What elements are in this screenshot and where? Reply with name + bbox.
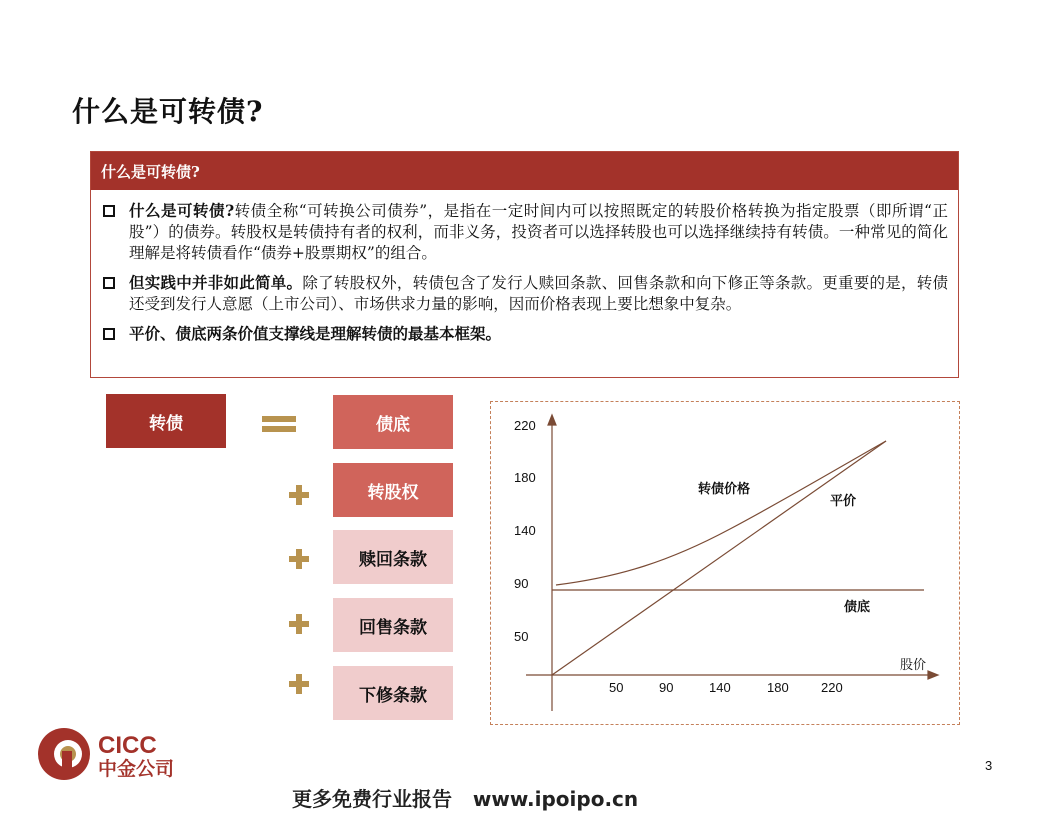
- bullet-text: 转债全称“可转换公司债券”，是指在一定时间内可以按照既定的转股价格转换为指定股票（即所谓“正股”）的债券。转股权是转债持有者的权利，而非义务，投资者可以选择转股也可以选择继续持有转债。一种常见的简化理解是将转债看作“债券+股票期权”的组合。: [129, 202, 948, 262]
- x-tick-label: 140: [709, 680, 731, 695]
- price-curve: [556, 441, 886, 585]
- series-label-parity: 平价: [830, 494, 857, 509]
- x-tick-label: 90: [659, 680, 674, 695]
- plus-icon: [289, 485, 309, 505]
- series-label-price: 转债价格: [698, 482, 751, 497]
- promo-footer[interactable]: 更多免费行业报告 www.ipoipo.cn: [292, 787, 639, 811]
- bullet-lead: 平价、债底两条价值支撑线是理解转债的最基本框架。: [129, 324, 502, 343]
- checkbox-square-icon: [103, 277, 115, 289]
- plus-icon: [289, 674, 309, 694]
- page-number: 3: [985, 758, 993, 773]
- x-tick-label: 180: [767, 680, 789, 695]
- y-axis-arrow: [548, 415, 556, 425]
- equals-sign-bottom: [262, 426, 296, 432]
- bullet-item: [101, 200, 948, 264]
- bullet-item: [101, 272, 948, 315]
- page-title: 什么是可转债?: [72, 95, 264, 128]
- y-tick-label: 180: [514, 470, 536, 485]
- parity-line: [552, 441, 886, 675]
- convertible-box: 转债: [106, 394, 226, 448]
- y-tick-label: 140: [514, 523, 536, 538]
- logo-text-cn: 中金公司: [98, 758, 175, 780]
- checkbox-square-icon: [103, 328, 115, 340]
- checkbox-square-icon: [103, 205, 115, 217]
- x-axis-label: 股价: [900, 658, 927, 673]
- x-tick-label: 50: [609, 680, 624, 695]
- y-tick-label: 220: [514, 418, 536, 433]
- logo-text-en: CICC: [98, 732, 157, 759]
- bond-floor-box: 债底: [333, 395, 453, 449]
- x-tick-label: 220: [821, 680, 843, 695]
- plus-icon: [289, 614, 309, 634]
- bullet-text: 除了转股权外，转债包含了发行人赎回条款、回售条款和向下修正等条款。更重要的是，转债还受到发行人意愿（上市公司）、市场供求力量的影响，因而价格表现上要比想象中复杂。: [129, 274, 948, 313]
- call-clause-box: 赎回条款: [333, 530, 453, 584]
- convertible-value-chart: [490, 401, 960, 725]
- bullet-item: [101, 323, 948, 345]
- definition-box: [90, 151, 959, 378]
- bullet-list: [91, 190, 958, 345]
- bullet-lead: 什么是可转债?: [129, 201, 235, 220]
- series-label-bond-floor: 债底: [844, 600, 871, 615]
- box-header: 什么是可转债?: [91, 152, 958, 190]
- y-tick-label: 90: [514, 576, 529, 591]
- plus-icon: [289, 549, 309, 569]
- put-clause-box: 回售条款: [333, 598, 453, 652]
- bullet-lead: 但实践中并非如此简单。: [129, 273, 303, 292]
- x-axis-arrow: [928, 671, 938, 679]
- y-tick-label: 50: [514, 629, 529, 644]
- equals-sign-top: [262, 416, 296, 422]
- cicc-logo: [36, 727, 196, 781]
- reset-clause-box: 下修条款: [333, 666, 453, 720]
- conversion-right-box: 转股权: [333, 463, 453, 517]
